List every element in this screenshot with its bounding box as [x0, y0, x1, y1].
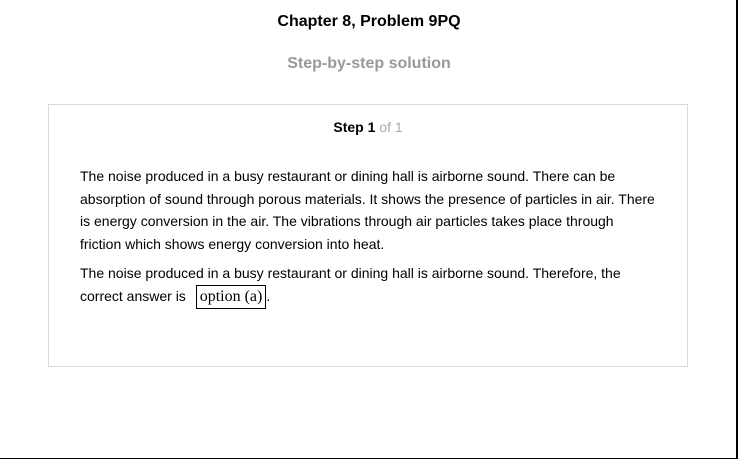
answer-line [80, 285, 655, 309]
solution-subtitle: Step-by-step solution [287, 55, 451, 72]
conclusion-paragraph: The noise produced in a busy restaurant or dining hall is airborne sound. Therefore, the [80, 265, 621, 281]
step-label: Step [333, 119, 364, 135]
answer-suffix: . [266, 287, 271, 304]
step-card [48, 104, 688, 367]
chapter-title: Chapter 8, Problem 9PQ [277, 13, 461, 30]
answer-box: option (a) [196, 285, 267, 309]
step-body [80, 165, 655, 316]
answer-prefix: correct answer is [80, 287, 186, 304]
step-header [49, 118, 687, 136]
explanation-paragraph: The noise produced in a busy restaurant or dining hall is airborne sound. There can be absorption of sound through porous materials. It shows the presence of particles in air. There is energy conversion in the air. The vibrations through air particles takes place through friction which shows energy conversion into heat. [80, 168, 655, 252]
step-total: of 1 [379, 119, 403, 135]
step-number: 1 [367, 119, 376, 135]
